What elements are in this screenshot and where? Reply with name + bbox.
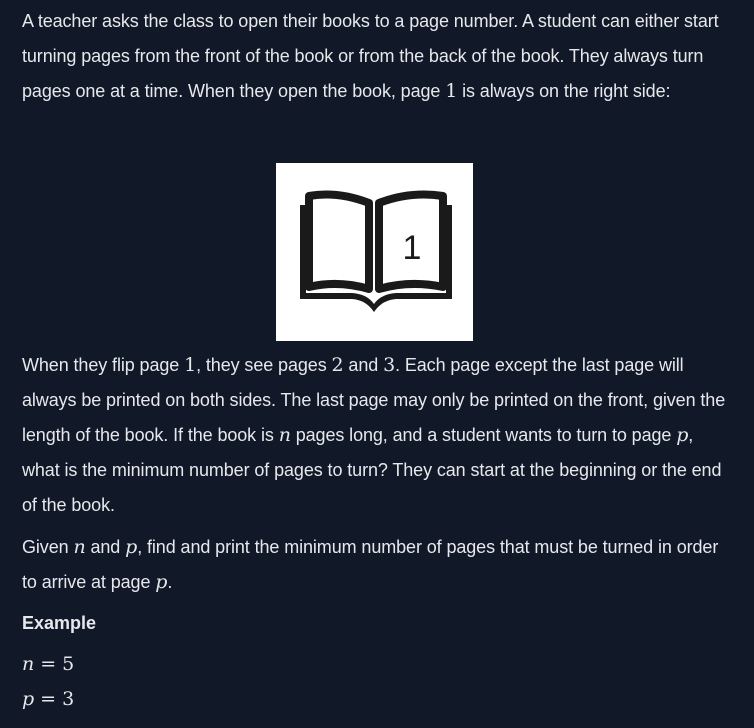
task-text-3: , find and print the minimum number of pages that must be turned in order to arrive at page: [22, 537, 719, 592]
flip-text-6: , what is the minimum number of pages to turn? They can start at the beginning or the end of the book.: [22, 425, 722, 515]
math-two: 2: [331, 354, 344, 376]
left-page: [309, 195, 369, 289]
math-page-one: 1: [445, 80, 458, 102]
flip-text-2: , they see pages: [196, 355, 332, 375]
intro-paragraph: [22, 4, 734, 109]
example-equation-n: [22, 651, 74, 677]
eq-value: 3: [62, 688, 75, 710]
flip-text-4: . Each page except the last page will always be printed on both sides. The last page may only be printed on the front, given the length of the book. If the book is: [22, 355, 726, 445]
example-equation-p: [22, 686, 74, 712]
open-book-figure: [276, 163, 473, 341]
math-one: 1: [184, 354, 197, 376]
example-heading: Example: [22, 613, 97, 633]
intro-text-1: A teacher asks the class to open their books to a page number. A student can either start turning pages from the front of the book or from the back of the book. They always turn pages one at a time. When they open the book, page: [22, 11, 719, 101]
math-p: p: [155, 571, 168, 593]
eq-variable: n: [22, 653, 35, 675]
task-paragraph: [22, 530, 734, 600]
flip-text-5: pages long, and a student wants to turn to page: [290, 425, 677, 445]
math-three: 3: [383, 354, 396, 376]
flip-text-3: and: [343, 355, 384, 375]
math-n: n: [73, 536, 86, 558]
eq-operator: =: [40, 688, 57, 710]
eq-variable: p: [22, 688, 35, 710]
task-text-4: .: [167, 572, 173, 592]
task-text-1: Given: [22, 537, 74, 557]
math-p: p: [676, 424, 689, 446]
eq-operator: =: [40, 653, 57, 675]
page-number-label: 1: [402, 229, 422, 267]
open-book-icon: [276, 163, 473, 341]
flip-paragraph: [22, 348, 734, 523]
task-text-2: and: [85, 537, 126, 557]
intro-text-2: is always on the right side:: [457, 81, 671, 101]
math-n: n: [278, 424, 291, 446]
eq-value: 5: [62, 653, 75, 675]
math-p: p: [125, 536, 138, 558]
flip-text-1: When they flip page: [22, 355, 185, 375]
